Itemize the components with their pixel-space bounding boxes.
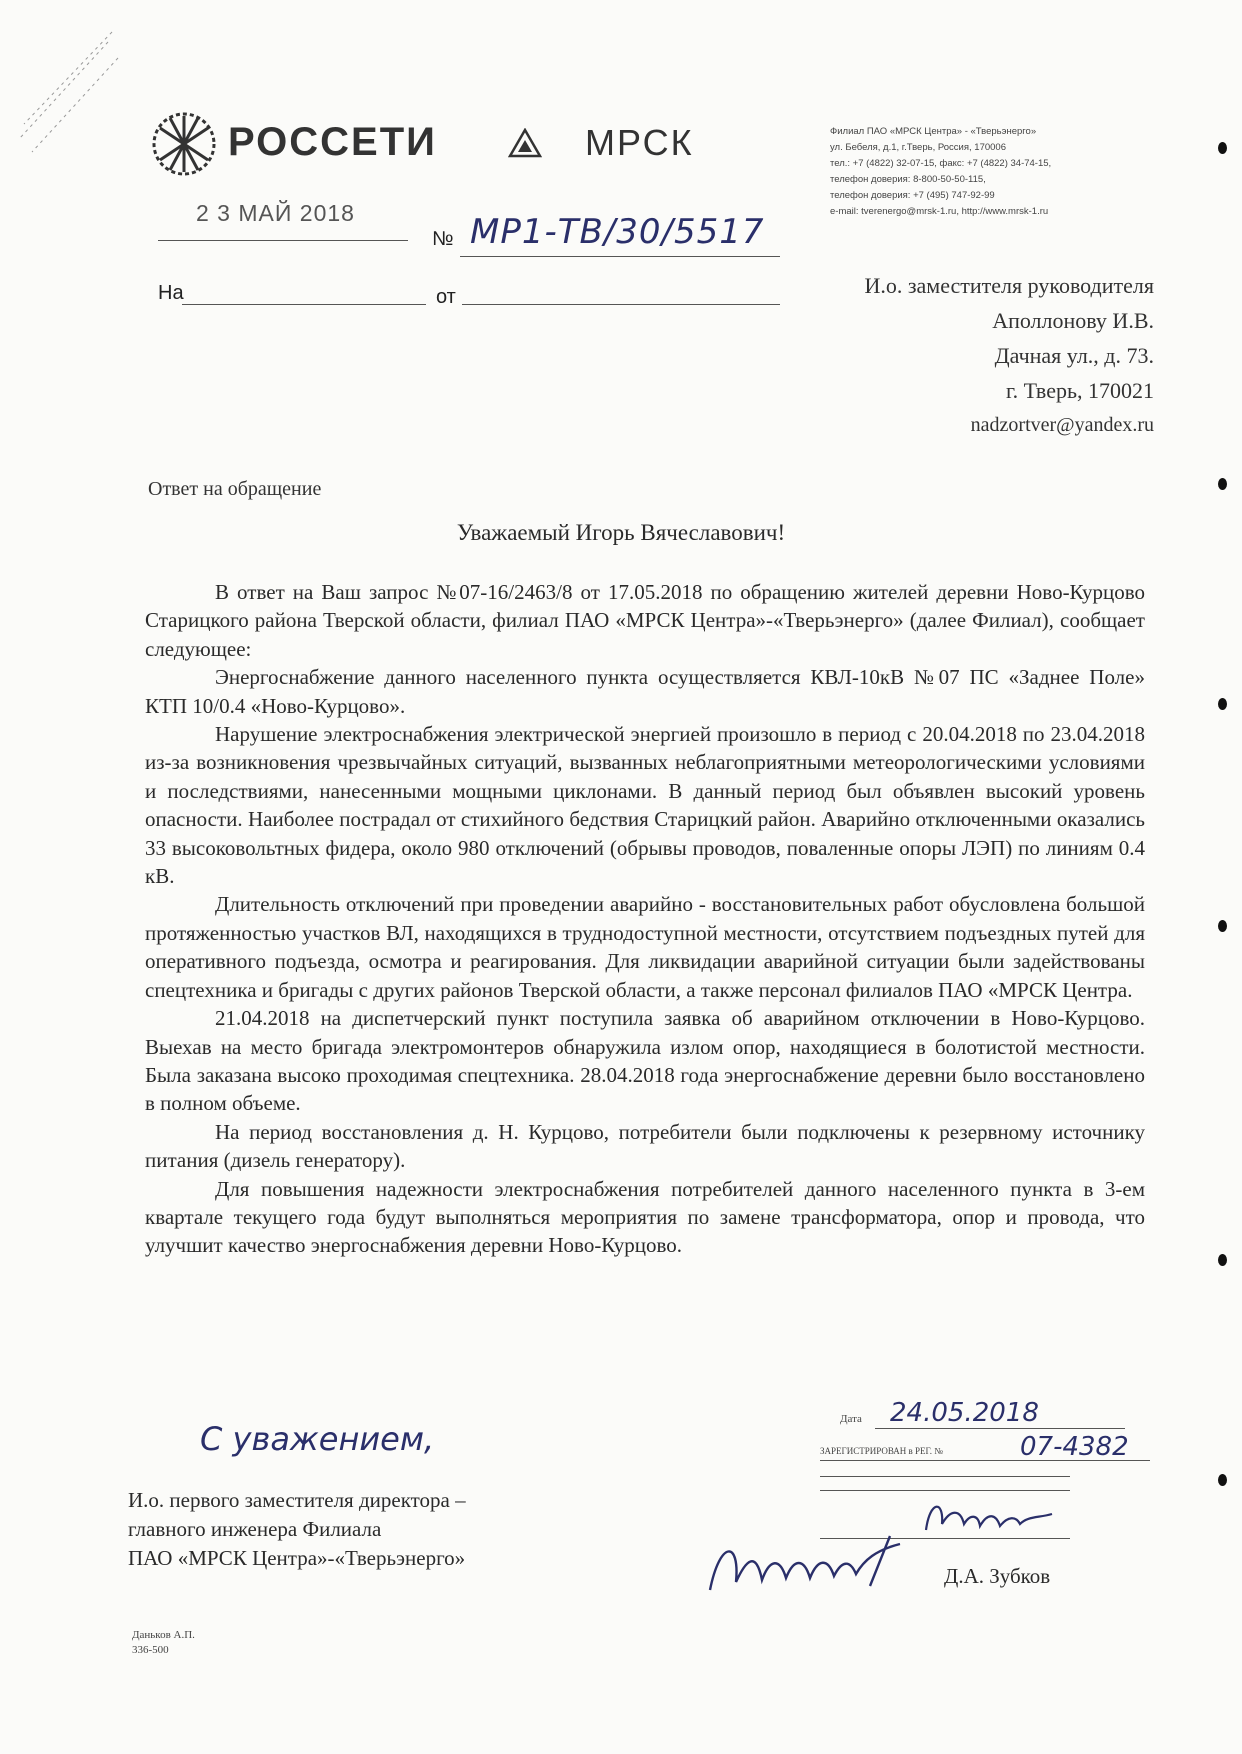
recipient-name: Аполлонову И.В. <box>992 308 1154 333</box>
subject: Ответ на обращение <box>148 478 322 500</box>
signer-position-line: главного инженера Филиала <box>128 1517 382 1541</box>
from-label: от <box>436 286 456 308</box>
to-label: На <box>158 282 184 304</box>
branch-info <box>830 124 1130 220</box>
recipient-city: г. Тверь, 170021 <box>1006 378 1154 403</box>
recipient-street: Дачная ул., д. 73. <box>994 343 1154 368</box>
body-paragraph: На период восстановления д. Н. Курцово, потребители были подключены к резервному источнику питания (дизель генератору). <box>145 1119 1145 1173</box>
branch-info-line: тел.: +7 (4822) 32-07-15, факс: +7 (4822) 34-74-15, <box>830 158 1052 169</box>
body-paragraph: Нарушение электроснабжения электрической энергией произошло в период с 20.04.2018 по 23.04.2018 из-за возникновения чрезвычайных ситуаций, вызванных неблагоприятными метеорологическими условиями и последствиями, нанесенными мощными циклонами. В данный период был объявлен высокий уровень опасности. Наиболее пострадал от стихийного бедствия Старицкий район. Аварийно отключенными оказались 33 высоковольтных фидера, около 980 отключений (обрывы проводов, поваленные опоры ЛЭП) по линиям 0.4 кВ. <box>145 722 1145 889</box>
signer-position-line: ПАО «МРСК Центра»-«Тверьэнерго» <box>128 1546 466 1570</box>
punch-hole <box>1218 1254 1227 1266</box>
rosseti-logo: РОССЕТИ <box>228 120 437 164</box>
letterhead <box>0 0 1242 240</box>
to-underline <box>182 304 426 305</box>
punch-hole <box>1218 698 1227 710</box>
body-paragraph: Длительность отключений при проведении аварийно - восстановительных работ обусловлена большой протяженностью участков ВЛ, находящихся в труднодоступной местности, отсутствием подъездных путей для оперативного подъезда, осмотра и реагирования. Для ликвидации аварийной ситуации были задействованы спецтехника и бригады с других районов Тверской области, а также персонал филиалов ПАО «МРСК Центра. <box>145 892 1145 1002</box>
letter-body <box>145 578 1145 1260</box>
from-underline <box>462 304 780 305</box>
stamp-line <box>820 1490 1070 1491</box>
scan-mark <box>12 28 122 178</box>
number-label: № <box>432 228 454 250</box>
director-signature <box>700 1530 910 1600</box>
branch-info-line: ул. Бебеля, д.1, г.Тверь, Россия, 170006 <box>830 142 1006 153</box>
recipient-position: И.о. заместителя руководителя <box>864 273 1154 298</box>
stamp-date-value: 24.05.2018 <box>890 1398 1039 1428</box>
executor-block <box>132 1628 195 1658</box>
body-paragraph: В ответ на Ваш запрос №07-16/2463/8 от 17.05.2018 по обращению жителей деревни Ново-Курцово Старицкого района Тверской области, филиал ПАО «МРСК Центра»-«Тверьэнерго» (далее Филиал), сообщает следующее: <box>145 580 1145 661</box>
closing-handwritten: С уважением, <box>200 1420 435 1458</box>
stamp-reg-underline <box>820 1460 1150 1461</box>
signer-name: Д.А. Зубков <box>944 1564 1051 1588</box>
body-paragraph: Для повышения надежности электроснабжения потребителей данного населенного пункта в 3-ем квартале текущего года будут выполняться мероприятия по замене трансформатора, опор и провода, что улучшит качество энергоснабжения деревни Ново-Курцово. <box>145 1176 1145 1258</box>
date-stamp: 2 3 МАЙ 2018 <box>196 200 355 226</box>
outgoing-number: МР1-ТВ/30/5517 <box>470 212 765 252</box>
punch-hole <box>1218 478 1227 490</box>
stamp-reg-label: ЗАРЕГИСТРИРОВАН в РЕГ. № <box>820 1446 943 1456</box>
number-underline <box>460 256 780 257</box>
stamp-reg-value: 07-4382 <box>1020 1432 1129 1462</box>
mrsk-logo-icon <box>508 128 542 158</box>
recipient-block <box>734 268 1154 443</box>
signer-position-line: И.о. первого заместителя директора – <box>128 1488 466 1512</box>
mrsk-logo: МРСК <box>585 122 694 163</box>
stamp-date-underline <box>875 1428 1125 1429</box>
punch-hole <box>1218 1474 1227 1486</box>
branch-info-line: Филиал ПАО «МРСК Центра» - «Тверьэнерго» <box>830 126 1037 137</box>
punch-hole <box>1218 920 1227 932</box>
executor-phone: 336-500 <box>132 1644 169 1656</box>
punch-hole <box>1218 142 1227 154</box>
executor-name: Даньков А.П. <box>132 1629 195 1641</box>
date-underline <box>158 240 408 241</box>
stamp-line <box>820 1476 1070 1477</box>
body-paragraph: 21.04.2018 на диспетчерский пункт поступила заявка об аварийном отключении в Ново-Курцово. Выехав на место бригада электромонтеров обнаружила излом опор, находящиеся в болотистой местности. Была заказана высоко проходимая спецтехника. 28.04.2018 года энергоснабжение деревни было восстановлено в полном объеме. <box>145 1006 1145 1116</box>
branch-info-line: e-mail: tverenergo@mrsk-1.ru, http://www.mrsk-1.ru <box>830 206 1049 217</box>
stamp-signature <box>920 1494 1060 1540</box>
salutation: Уважаемый Игорь Вячеславович! <box>456 520 786 545</box>
branch-info-line: телефон доверия: 8-800-50-50-115, <box>830 174 986 185</box>
stamp-date-label: Дата <box>840 1413 862 1425</box>
body-paragraph: Энергоснабжение данного населенного пункта осуществляется КВЛ-10кВ №07 ПС «Заднее Поле» КТП 10/0.4 «Ново-Курцово». <box>145 665 1145 718</box>
rosseti-logo-icon <box>150 110 218 178</box>
signer-position <box>128 1486 608 1573</box>
recipient-email: nadzortver@yandex.ru <box>970 414 1154 436</box>
branch-info-line: телефон доверия: +7 (495) 747-92-99 <box>830 190 995 201</box>
